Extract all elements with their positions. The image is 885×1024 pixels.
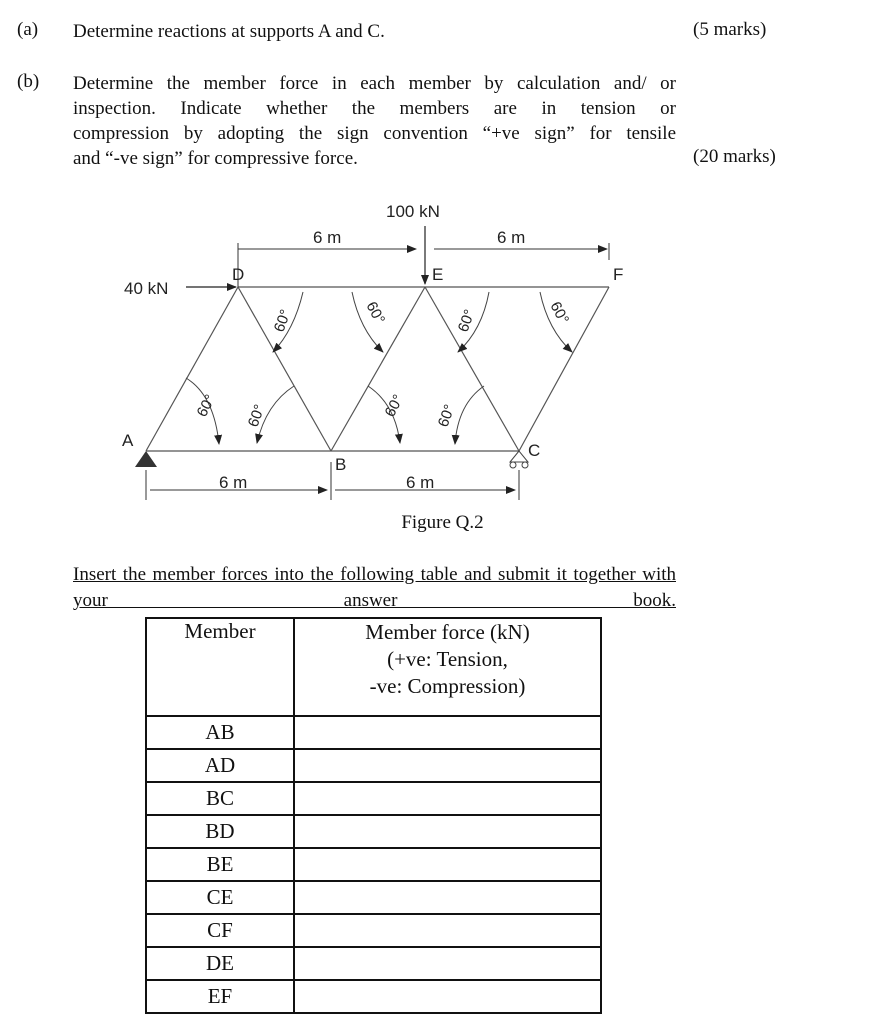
- question-b-text: [73, 71, 676, 171]
- node-label-c: C: [528, 441, 541, 460]
- angle-label-d: 60°: [270, 307, 295, 335]
- table-row: [146, 947, 601, 980]
- member-cell: AB: [146, 716, 294, 749]
- member-cell: EF: [146, 980, 294, 1013]
- header-force-line-1: Member force (kN): [365, 620, 530, 644]
- force-input-cell[interactable]: [294, 980, 601, 1013]
- node-label-f: F: [613, 265, 624, 284]
- question-b-line-3: compression by adopting the sign convention “+ve sign” for tensile: [73, 123, 676, 144]
- table-row: [146, 716, 601, 749]
- member-cell: BC: [146, 782, 294, 815]
- table-row: [146, 914, 601, 947]
- load-label-100kn: 100 kN: [386, 202, 440, 221]
- force-input-cell[interactable]: [294, 881, 601, 914]
- angle-label-b-right: 60°: [381, 391, 408, 420]
- force-input-cell[interactable]: [294, 848, 601, 881]
- question-b-line-4: and “-ve sign” for compressive force.: [73, 148, 358, 169]
- table-header-row: [146, 618, 601, 716]
- node-label-d: D: [232, 265, 245, 284]
- angle-label-e-left: 60°: [362, 298, 389, 327]
- force-input-cell[interactable]: [294, 749, 601, 782]
- member-cell: BE: [146, 848, 294, 881]
- question-a-text: Determine reactions at supports A and C.: [73, 21, 385, 42]
- dim-label-bottom-right: 6 m: [406, 473, 435, 492]
- header-member: Member: [146, 618, 294, 716]
- pin-support-a: [135, 451, 157, 467]
- angle-label-e-right: 60°: [454, 307, 479, 335]
- member-cell: CE: [146, 881, 294, 914]
- member-ad: [146, 287, 238, 451]
- question-b-line-2: inspection. Indicate whether the members are in tension or: [73, 98, 676, 119]
- question-a-marks: (5 marks): [693, 19, 767, 40]
- table-row: [146, 749, 601, 782]
- member-cell: DE: [146, 947, 294, 980]
- force-input-cell[interactable]: [294, 815, 601, 848]
- table-instruction: Insert the member forces into the following table and submit it together with your answer book.: [73, 564, 676, 611]
- question-a-label: (a): [17, 19, 39, 40]
- table-row: [146, 881, 601, 914]
- table-row: [146, 848, 601, 881]
- angle-label-c: 60°: [434, 402, 459, 430]
- header-member-force: [294, 618, 601, 716]
- force-input-cell[interactable]: [294, 947, 601, 980]
- force-input-cell[interactable]: [294, 716, 601, 749]
- roller-support-c: [510, 451, 528, 468]
- question-b-marks: (20 marks): [693, 146, 776, 167]
- angle-label-b-left: 60°: [244, 402, 269, 430]
- table-row: [146, 815, 601, 848]
- member-cell: BD: [146, 815, 294, 848]
- load-label-40kn: 40 kN: [124, 279, 169, 298]
- angle-arc-c: [455, 386, 484, 444]
- node-label-b: B: [335, 455, 347, 474]
- force-input-cell[interactable]: [294, 782, 601, 815]
- angle-label-f: 60°: [546, 298, 573, 327]
- angle-label-a: 60°: [193, 391, 220, 420]
- truss-diagram: [0, 190, 885, 510]
- node-label-e: E: [432, 265, 444, 284]
- node-label-a: A: [122, 431, 134, 450]
- table-row: [146, 782, 601, 815]
- dim-label-bottom-left: 6 m: [219, 473, 248, 492]
- member-force-table: [145, 617, 602, 1014]
- question-b-line-1: Determine the member force in each member by calculation and/ or: [73, 73, 676, 94]
- dim-label-top-right: 6 m: [497, 228, 526, 247]
- header-force-line-2: (+ve: Tension,: [387, 647, 508, 671]
- table-row: [146, 980, 601, 1013]
- header-force-line-3: -ve: Compression): [369, 674, 526, 698]
- dim-label-top-left: 6 m: [313, 228, 342, 247]
- member-cell: AD: [146, 749, 294, 782]
- force-input-cell[interactable]: [294, 914, 601, 947]
- member-cell: CF: [146, 914, 294, 947]
- figure-caption: Figure Q.2: [401, 512, 484, 533]
- question-b-label: (b): [17, 71, 40, 92]
